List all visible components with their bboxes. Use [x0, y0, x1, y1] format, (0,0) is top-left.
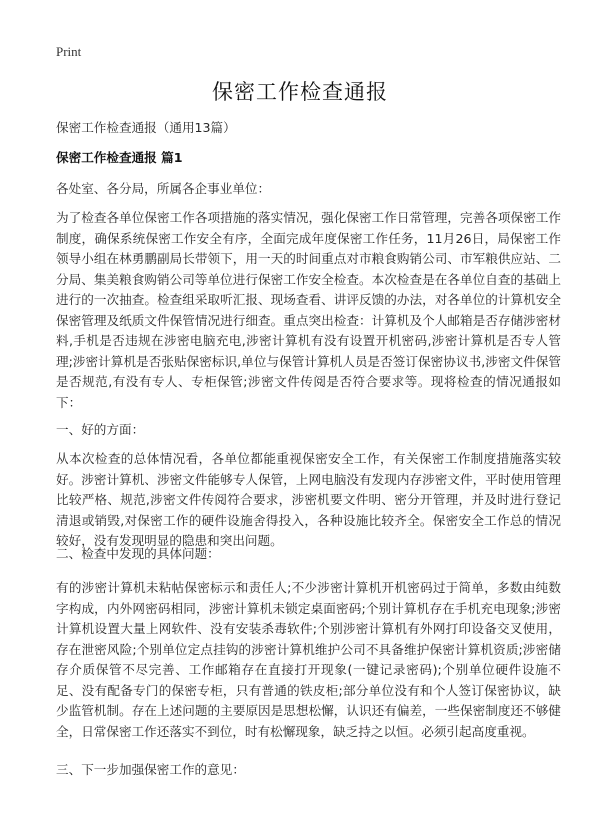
salutation: 各处室、各分局，所属各企事业单位： — [56, 181, 271, 196]
section-heading: 保密工作检查通报 篇1 — [56, 150, 183, 165]
document-subtitle: 保密工作检查通报（通用13篇） — [56, 120, 236, 135]
paragraph-issues: 有的涉密计算机未粘帖保密标示和责任人;不少涉密计算机开机密码过于简单，多数由纯数字构成，内外网密码相同，涉密计算机未锁定桌面密码;个别计算机存在手机充电现象;涉密计算机设置大量上网软件、没有安装杀毒软件;个别涉密计算机有外网打印设备交叉使用，存在泄密风险;个别单位定点挂钩的涉密计算机维护公司不具备维护保密计算机资质;涉密储存介质保管不尽完善、工作邮箱存在直接打开现象(一键记录密码);个别单位硬件设施不足、没有配备专门的保密专柜，只有普通的铁皮柜;部分单位没有和个人签订保密协议，缺少监管机制。存在上述问题的主要原因是思想松懈，认识还有偏差，一些保密制度还不够健全，日常保密工作还落实不到位，时有松懈现象，缺乏持之以恒。必须引起高度重视。 — [56, 580, 561, 739]
print-label: Print — [56, 44, 82, 59]
heading-issues: 二、检查中发现的具体问题： — [56, 546, 220, 561]
page-title: 保密工作检查通报 — [212, 80, 388, 104]
paragraph-intro: 为了检查各单位保密工作各项措施的落实情况，强化保密工作日常管理，完善各项保密工作制度，确保系统保密工作安全有序，全面完成年度保密工作任务，11月26日，局保密工作领导小组在林勇鹏副局长带领下，用一天的时间重点对市粮食购销公司、市军粮供应站、二分局、集美粮食购销公司等单位进行保密工作安全检查。本次检查是在各单位自查的基础上进行的一次抽查。检查组采取听汇报、现场查看、讲评反馈的办法，对各单位的计算机安全保密管理及纸质文件保管情况进行细查。重点突出检查：计算机及个人邮箱是否存储涉密材料,手机是否违规在涉密电脑充电,涉密计算机有没有设置开机密码,涉密计算机是否专人管理;涉密计算机是否张贴保密标识,单位与保管计算机人员是否签订保密协议书,涉密文件保管是否规范,有没有专人、专柜保管;涉密文件传阅是否符合要求等。现将检查的情况通报如下： — [56, 210, 561, 410]
paragraph-good-aspects: 从本次检查的总体情况看，各单位都能重视保密安全工作，有关保密工作制度措施落实较好。涉密计算机、涉密文件能够专人保管，上网电脑没有发现内存涉密文件，平时使用管理比较严格、规范,涉密文件传阅符合要求，涉密机要文件明、密分开管理，并及时进行登记清退或销毁,对保密工作的硬件设施舍得投入，各种设施比较齐全。保密安全工作总的情况较好，没有发现明显的隐患和突出问题。 — [56, 451, 561, 548]
heading-good-aspects: 一、好的方面： — [56, 422, 145, 437]
heading-next-steps: 三、下一步加强保密工作的意见： — [56, 762, 245, 777]
